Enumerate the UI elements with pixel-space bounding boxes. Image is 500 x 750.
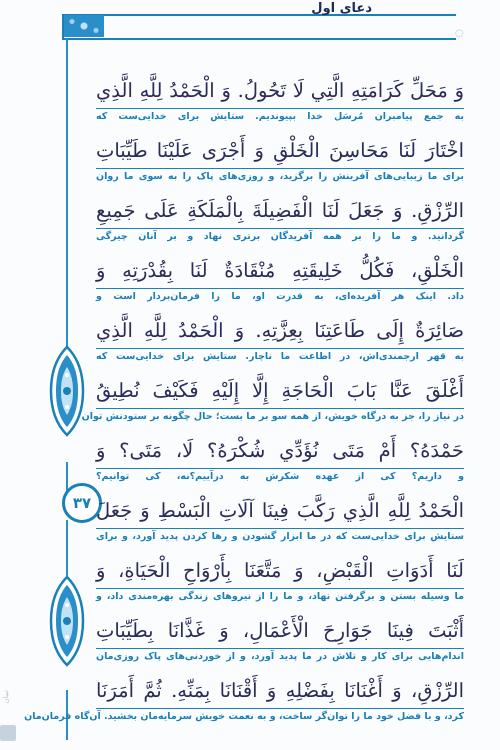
side-watermark: تبیان — [2, 690, 10, 704]
arabic-line: حَمْدَهُ؟ أَمْ مَتَى نُؤَدِّي شُكْرَهُ؟ لَا، مَتَى؟ وَ — [96, 439, 464, 462]
page-header — [62, 14, 456, 40]
translation-line: گردانید. و ما را بر همه آفریدگان برتری نهاد و بر آنان چیرگی — [96, 228, 464, 244]
margin-ornament-icon — [49, 575, 85, 667]
translation-line: به جمع پیامبران مُرسَل خدا بپیوندیم. ستایش برای خدایی‌ست که — [96, 108, 464, 124]
translation-line: در نیاز را، جز به درگاه خویش، از همه سو بر ما بست؛ حال چگونه بر ستودنش توان — [96, 408, 464, 424]
arabic-line: الرِّزْقِ، وَ أَغْنَانَا بِفَضْلِهِ وَ أَقْنَانَا بِمَنِّهِ. ثُمَّ أَمَرَنَا — [96, 679, 464, 702]
arabic-line: الرِّزْقِ. وَ جَعَلَ لَنَا الْفَضِيلَةَ بِالْمَلَكَةِ عَلَى جَمِيعِ — [96, 199, 464, 222]
arabic-line: اخْتَارَ لَنَا مَحَاسِنَ الْخَلْقِ وَ أَجْرَى عَلَيْنَا طَيِّبَاتِ — [96, 139, 464, 162]
translation-line: به قهر ارجمندی‌اش، در اطاعت ما ناچار. ستایش برای خدایی‌ست که — [96, 348, 464, 364]
watermark-logo-icon — [0, 725, 16, 741]
translation-line: کرد، و با فضل خود ما را توان‌گر ساخت، و به نعمت خویش سرمایه‌مان بخشید. آن‌گاه فرمان‌مان — [96, 708, 464, 724]
header-ornament — [64, 15, 104, 37]
translation-line: ما وسیله بستن و برگرفتن نهاد، و ما را از نیروهای زندگی بهره‌مندی داد، و — [96, 588, 464, 604]
margin-rule — [66, 520, 68, 576]
arabic-line: أَثْبَتَ فِينَا جَوَارِحَ الْأَعْمَالِ، وَ غَذَّانَا بِطَيِّبَاتِ — [96, 619, 464, 642]
arabic-line: صَائِرَةٌ إِلَى طَاعَتِنَا بِعِزَّتِهِ. وَ الْحَمْدُ لِلَّهِ الَّذِي — [96, 319, 464, 342]
arabic-line: أَغْلَقَ عَنَّا بَابَ الْحَاجَةِ إِلَّا إِلَيْهِ فَكَيْفَ نُطِيقُ — [96, 379, 464, 402]
page-number: ۳۷ — [62, 483, 102, 523]
margin-rule — [66, 38, 68, 366]
arabic-line: الْخَلْقِ، فَكُلُّ خَلِيقَتِهِ مُنْقَادَةٌ لَنَا بِقُدْرَتِهِ وَ — [96, 259, 464, 282]
translation-line: اندام‌هایی برای کار و تلاش در ما پدید آورد، و از خوردنی‌های پاک روزی‌مان — [96, 648, 464, 664]
arabic-line: الْحَمْدُ لِلَّهِ الَّذِي رَكَّبَ فِينَا آلَاتِ الْبَسْطِ وَ جَعَلَ — [96, 499, 464, 522]
arabic-line: وَ مَحَلِّ كَرَامَتِهِ الَّتِي لَا تَحُولُ. وَ الْحَمْدُ لِلَّهِ الَّذِي — [96, 79, 464, 102]
chapter-title: دعای اول — [311, 1, 372, 16]
translation-line: داد. اینک هر آفریده‌ای، به قدرت او، ما را فرمان‌بردار است و — [96, 288, 464, 304]
margin-ornament-icon — [49, 345, 85, 437]
translation-line: برای ما زیبایی‌های آفرینش را برگزید، و روزی‌های پاک را به سوی ما روان — [96, 168, 464, 184]
arabic-line: لَنَا أَدَوَاتِ الْقَبْضِ، وَ مَتَّعَنَا بِأَرْوَاحِ الْحَيَاةِ، وَ — [96, 559, 464, 582]
page-corner-mark: ◌ — [455, 28, 464, 39]
translation-line: و داریم؟ کی از عهده شکرش به درآییم؟نه، کی توانیم؟ — [96, 468, 464, 484]
translation-line: ستایش برای خدایی‌ست که در ما ابزار گشودن و رها کردن پدید آورد، و برای — [96, 528, 464, 544]
